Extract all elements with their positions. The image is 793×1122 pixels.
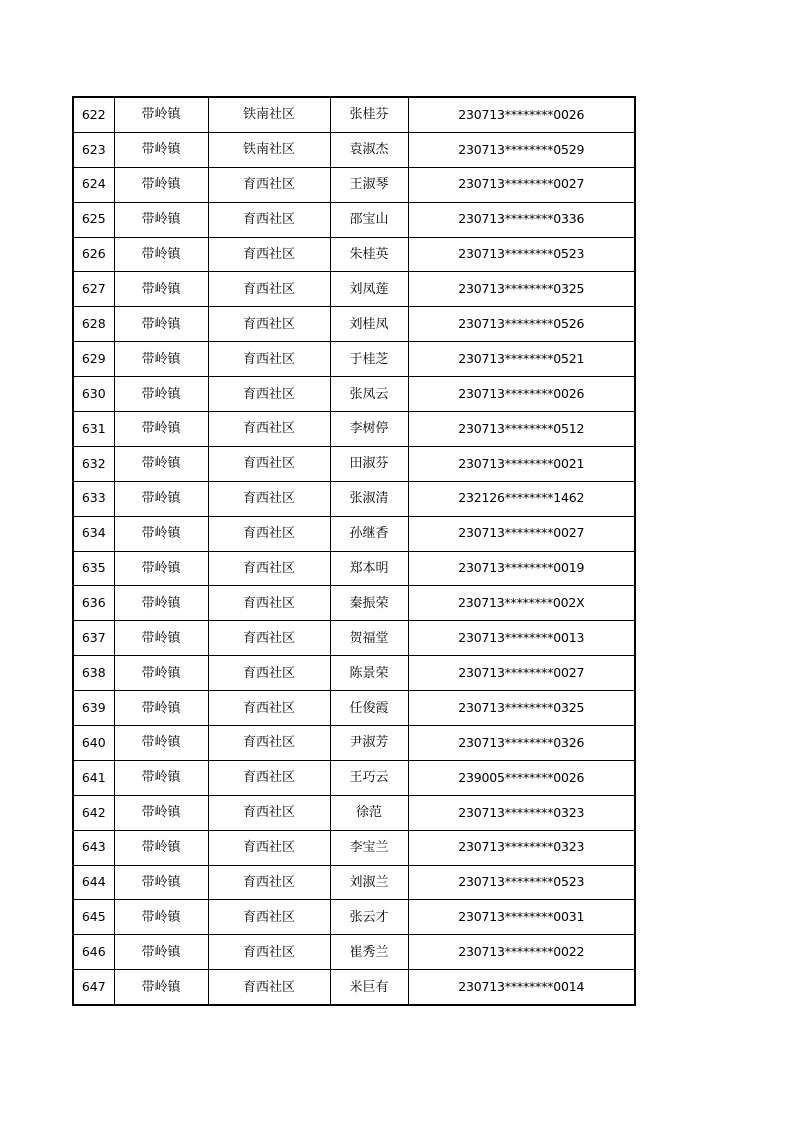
table-row <box>73 342 635 377</box>
id-number-cell: 239005********0026 <box>408 760 635 795</box>
person-name-cell: 尹淑芳 <box>330 726 408 761</box>
person-name-cell: 李宝兰 <box>330 830 408 865</box>
town-cell: 带岭镇 <box>114 132 208 167</box>
id-number-cell: 230713********0336 <box>408 202 635 237</box>
town-cell: 带岭镇 <box>114 830 208 865</box>
table-row <box>73 621 635 656</box>
person-name-cell: 任俊霞 <box>330 691 408 726</box>
town-cell: 带岭镇 <box>114 551 208 586</box>
town-cell: 带岭镇 <box>114 865 208 900</box>
row-number-cell: 632 <box>73 446 114 481</box>
community-cell: 育西社区 <box>208 621 330 656</box>
table-row <box>73 272 635 307</box>
id-number-cell: 230713********0019 <box>408 551 635 586</box>
community-cell: 育西社区 <box>208 830 330 865</box>
community-cell: 育西社区 <box>208 307 330 342</box>
table-row <box>73 830 635 865</box>
town-cell: 带岭镇 <box>114 167 208 202</box>
table-row <box>73 726 635 761</box>
row-number-cell: 636 <box>73 586 114 621</box>
row-number-cell: 647 <box>73 970 114 1005</box>
community-cell: 铁南社区 <box>208 97 330 132</box>
id-number-cell: 230713********0013 <box>408 621 635 656</box>
row-number-cell: 623 <box>73 132 114 167</box>
person-name-cell: 于桂芝 <box>330 342 408 377</box>
community-cell: 育西社区 <box>208 202 330 237</box>
id-number-cell: 230713********0529 <box>408 132 635 167</box>
community-cell: 育西社区 <box>208 481 330 516</box>
town-cell: 带岭镇 <box>114 656 208 691</box>
row-number-cell: 622 <box>73 97 114 132</box>
table-row <box>73 377 635 412</box>
id-number-cell: 230713********002X <box>408 586 635 621</box>
town-cell: 带岭镇 <box>114 307 208 342</box>
row-number-cell: 641 <box>73 760 114 795</box>
table-row <box>73 167 635 202</box>
table-row <box>73 760 635 795</box>
community-cell: 育西社区 <box>208 970 330 1005</box>
person-name-cell: 张桂芬 <box>330 97 408 132</box>
town-cell: 带岭镇 <box>114 935 208 970</box>
id-number-cell: 230713********0326 <box>408 726 635 761</box>
person-name-cell: 崔秀兰 <box>330 935 408 970</box>
person-name-cell: 王淑琴 <box>330 167 408 202</box>
table-row <box>73 132 635 167</box>
community-cell: 育西社区 <box>208 795 330 830</box>
row-number-cell: 646 <box>73 935 114 970</box>
town-cell: 带岭镇 <box>114 726 208 761</box>
town-cell: 带岭镇 <box>114 621 208 656</box>
person-name-cell: 孙继香 <box>330 516 408 551</box>
community-cell: 育西社区 <box>208 656 330 691</box>
community-cell: 育西社区 <box>208 865 330 900</box>
person-name-cell: 朱桂英 <box>330 237 408 272</box>
person-name-cell: 王巧云 <box>330 760 408 795</box>
table-row <box>73 481 635 516</box>
id-number-cell: 230713********0026 <box>408 97 635 132</box>
id-number-cell: 230713********0014 <box>408 970 635 1005</box>
row-number-cell: 624 <box>73 167 114 202</box>
town-cell: 带岭镇 <box>114 516 208 551</box>
table-row <box>73 551 635 586</box>
id-number-cell: 230713********0523 <box>408 865 635 900</box>
row-number-cell: 643 <box>73 830 114 865</box>
community-cell: 铁南社区 <box>208 132 330 167</box>
town-cell: 带岭镇 <box>114 446 208 481</box>
person-name-cell: 郑本明 <box>330 551 408 586</box>
id-number-cell: 230713********0027 <box>408 516 635 551</box>
table-row <box>73 795 635 830</box>
id-number-cell: 230713********0512 <box>408 412 635 447</box>
row-number-cell: 628 <box>73 307 114 342</box>
row-number-cell: 627 <box>73 272 114 307</box>
table-row <box>73 656 635 691</box>
community-cell: 育西社区 <box>208 412 330 447</box>
person-name-cell: 张凤云 <box>330 377 408 412</box>
community-cell: 育西社区 <box>208 586 330 621</box>
id-number-cell: 230713********0021 <box>408 446 635 481</box>
town-cell: 带岭镇 <box>114 237 208 272</box>
row-number-cell: 642 <box>73 795 114 830</box>
table-row <box>73 865 635 900</box>
person-name-cell: 李树停 <box>330 412 408 447</box>
row-number-cell: 625 <box>73 202 114 237</box>
person-name-cell: 邵宝山 <box>330 202 408 237</box>
row-number-cell: 638 <box>73 656 114 691</box>
row-number-cell: 644 <box>73 865 114 900</box>
community-cell: 育西社区 <box>208 900 330 935</box>
person-name-cell: 陈景荣 <box>330 656 408 691</box>
person-name-cell: 刘桂凤 <box>330 307 408 342</box>
community-cell: 育西社区 <box>208 726 330 761</box>
id-number-cell: 230713********0027 <box>408 656 635 691</box>
person-name-cell: 刘淑兰 <box>330 865 408 900</box>
community-cell: 育西社区 <box>208 760 330 795</box>
town-cell: 带岭镇 <box>114 586 208 621</box>
table-row <box>73 307 635 342</box>
person-name-cell: 徐范 <box>330 795 408 830</box>
person-name-cell: 贺福堂 <box>330 621 408 656</box>
id-number-cell: 232126********1462 <box>408 481 635 516</box>
person-name-cell: 田淑芬 <box>330 446 408 481</box>
town-cell: 带岭镇 <box>114 760 208 795</box>
town-cell: 带岭镇 <box>114 795 208 830</box>
community-cell: 育西社区 <box>208 237 330 272</box>
id-number-cell: 230713********0026 <box>408 377 635 412</box>
row-number-cell: 634 <box>73 516 114 551</box>
town-cell: 带岭镇 <box>114 202 208 237</box>
table-row <box>73 202 635 237</box>
table-row <box>73 516 635 551</box>
community-cell: 育西社区 <box>208 935 330 970</box>
id-number-cell: 230713********0523 <box>408 237 635 272</box>
person-name-cell: 张淑清 <box>330 481 408 516</box>
table-row <box>73 446 635 481</box>
table-row <box>73 586 635 621</box>
person-name-cell: 张云才 <box>330 900 408 935</box>
town-cell: 带岭镇 <box>114 412 208 447</box>
person-name-cell: 袁淑杰 <box>330 132 408 167</box>
row-number-cell: 645 <box>73 900 114 935</box>
town-cell: 带岭镇 <box>114 900 208 935</box>
community-cell: 育西社区 <box>208 691 330 726</box>
id-number-cell: 230713********0323 <box>408 830 635 865</box>
table-row <box>73 900 635 935</box>
id-number-cell: 230713********0022 <box>408 935 635 970</box>
person-name-cell: 米巨有 <box>330 970 408 1005</box>
table-row <box>73 412 635 447</box>
table-row <box>73 935 635 970</box>
town-cell: 带岭镇 <box>114 970 208 1005</box>
id-number-cell: 230713********0323 <box>408 795 635 830</box>
community-cell: 育西社区 <box>208 446 330 481</box>
person-name-cell: 秦振荣 <box>330 586 408 621</box>
community-cell: 育西社区 <box>208 342 330 377</box>
town-cell: 带岭镇 <box>114 691 208 726</box>
person-name-cell: 刘凤莲 <box>330 272 408 307</box>
town-cell: 带岭镇 <box>114 377 208 412</box>
id-number-cell: 230713********0027 <box>408 167 635 202</box>
row-number-cell: 637 <box>73 621 114 656</box>
community-cell: 育西社区 <box>208 516 330 551</box>
row-number-cell: 629 <box>73 342 114 377</box>
table-row <box>73 237 635 272</box>
row-number-cell: 639 <box>73 691 114 726</box>
id-number-cell: 230713********0526 <box>408 307 635 342</box>
community-cell: 育西社区 <box>208 377 330 412</box>
row-number-cell: 635 <box>73 551 114 586</box>
id-number-cell: 230713********0031 <box>408 900 635 935</box>
community-cell: 育西社区 <box>208 167 330 202</box>
roster-body <box>73 97 635 1005</box>
town-cell: 带岭镇 <box>114 342 208 377</box>
row-number-cell: 631 <box>73 412 114 447</box>
community-cell: 育西社区 <box>208 551 330 586</box>
row-number-cell: 633 <box>73 481 114 516</box>
id-number-cell: 230713********0325 <box>408 272 635 307</box>
id-number-cell: 230713********0325 <box>408 691 635 726</box>
row-number-cell: 626 <box>73 237 114 272</box>
table-row <box>73 691 635 726</box>
town-cell: 带岭镇 <box>114 272 208 307</box>
town-cell: 带岭镇 <box>114 97 208 132</box>
table-row <box>73 97 635 132</box>
row-number-cell: 640 <box>73 726 114 761</box>
town-cell: 带岭镇 <box>114 481 208 516</box>
row-number-cell: 630 <box>73 377 114 412</box>
id-number-cell: 230713********0521 <box>408 342 635 377</box>
table-row <box>73 970 635 1005</box>
roster-table <box>72 96 636 1006</box>
community-cell: 育西社区 <box>208 272 330 307</box>
